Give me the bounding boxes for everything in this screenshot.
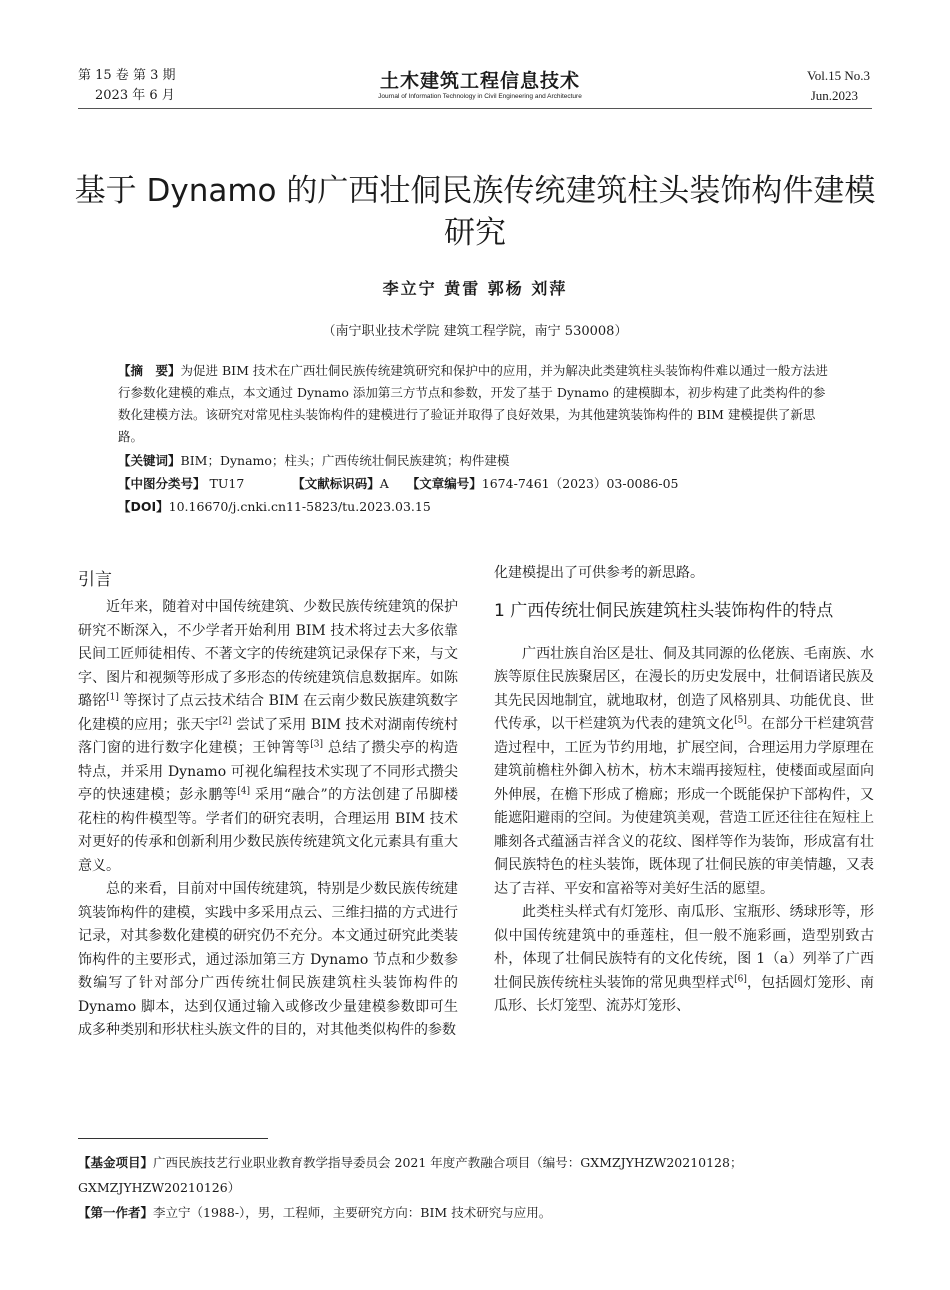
funding-label: 【基金项目】 bbox=[78, 1155, 154, 1170]
article-no-value: 1674-7461（2023）03-0086-05 bbox=[481, 476, 679, 491]
citation-6[interactable]: [6] bbox=[734, 973, 747, 984]
intro-continuation: 化建模提出了可供参考的新思路。 bbox=[494, 565, 704, 581]
citation-2[interactable]: [2] bbox=[218, 715, 232, 726]
first-author-text: 李立宁（1988-），男，工程师，主要研究方向：BIM 技术研究与应用。 bbox=[153, 1205, 552, 1220]
date-en: Jun.2023 bbox=[810, 88, 858, 103]
doc-code-value: A bbox=[379, 476, 389, 491]
section-1-paragraph-1: 广西壮族自治区是壮、侗及其同源的仫佬族、毛南族、水族等原住民族聚居区，在漫长的历史发展中，壮侗语诸民族及其先民因地制宜，就地取材，创造了风格别具、功能优良、世代传承，以干栏建筑为代表的建筑文化[5]。在部分干栏建筑营造过程中，工匠为节约用地，扩展空间，合理运用力学原理在建筑前檐柱外御入枋木，枋木末端再接短柱，使楼面或屋面向外伸展，在檐下形成了檐廊；形成一个既能保护下部构件，又能遮阳避雨的空间。为使建筑美观，营造工匠还往往在短柱上雕刻各式蕴涵吉祥含义的花纹、图样等作为装饰，形成富有壮侗民族特色的柱头装饰，既体现了壮侗民族的审美情趣，又表达了吉祥、平安和富裕等对美好生活的愿望。 bbox=[494, 645, 874, 897]
first-author-note bbox=[78, 1200, 878, 1225]
keywords-line bbox=[118, 450, 834, 472]
clc-label: 【中图分类号】 bbox=[118, 476, 206, 491]
citation-1[interactable]: [1] bbox=[106, 692, 119, 703]
citation-3[interactable]: [3] bbox=[310, 739, 323, 750]
abstract-block bbox=[118, 360, 834, 448]
right-column bbox=[494, 562, 874, 1019]
keywords-text: BIM；Dynamo；柱头；广西传统壮侗民族建筑；构件建模 bbox=[180, 453, 510, 468]
citation-4[interactable]: [4] bbox=[237, 786, 251, 797]
header-volume-cn bbox=[78, 66, 175, 106]
intro-paragraph-1: 近年来，随着对中国传统建筑、少数民族传统建筑的保护研究不断深入，不少学者开始利用 BIM 技术将过去大多依靠民间工匠师徒相传、不著文字的传统建筑记录保存下来，与文字、图片和视频等形成了多形态的传统建筑信息数据库。如陈璐铭[1] 等探讨了点云技术结合 BIM 在云南少数民族建筑数字化建模的应用；张天宇[2] 尝试了采用 BIM 技术对湖南传统村落门窗的进行数字化建模；王钟箐等[3] 总结了攒尖亭的构造特点，并采用 Dynamo 可视化编程技术实现了不同形式攒尖亭的快速建模；彭永鹏等[4] 采用“融合”的方法创建了吊脚楼花柱的构件模型等。学者们的研究表明，合理运用 BIM 技术对更好的传承和创新利用少数民族传统建筑文化元素具有重大意义。 bbox=[78, 599, 459, 874]
classification-line bbox=[118, 473, 834, 495]
header-divider bbox=[78, 108, 872, 109]
keywords-label: 【关键词】 bbox=[118, 453, 181, 468]
abstract-text: 为促进 BIM 技术在广西壮侗民族传统建筑研究和保护中的应用，并为解决此类建筑柱头装饰构件难以通过一般方法进行参数化建模的难点，本文通过 Dynamo 添加第三方节点和参数，开发了基于 Dynamo 的建模脚本，初步构建了此类构件的参数化建模方法。该研究对常见柱头装饰构件的建模进行了验证并取得了良好效果，为其他建筑装饰构件的 BIM 建模提供了新思路。 bbox=[118, 363, 828, 444]
doc-code-label: 【文献标识码】 bbox=[292, 476, 380, 491]
footnotes bbox=[78, 1150, 878, 1225]
volume-issue-cn: 第 15 卷 第 3 期 bbox=[78, 68, 176, 83]
journal-masthead bbox=[330, 70, 630, 101]
header-volume-en bbox=[807, 66, 870, 106]
paper-title: 基于 Dynamo 的广西壮侗民族传统建筑柱头装饰构件建模研究 bbox=[74, 173, 876, 251]
affiliation: （南宁职业技术学院 建筑工程学院，南宁 530008） bbox=[322, 324, 628, 339]
section-1-heading: 1 广西传统壮侗民族建筑柱头装饰构件的特点 bbox=[494, 600, 834, 621]
journal-title-en: Journal of Information Technology in Civil Engineering and Architecture bbox=[378, 93, 582, 100]
funding-text: 广西民族技艺行业职业教育教学指导委员会 2021 年度产教融合项目（编号：GXMZJYHZW20210128；GXMZJYHZW20210126） bbox=[78, 1155, 743, 1195]
citation-5[interactable]: [5] bbox=[734, 715, 747, 726]
doi-label: 【DOI】 bbox=[118, 499, 169, 514]
section-1-paragraph-2: 此类柱头样式有灯笼形、南瓜形、宝瓶形、绣球形等，形似中国传统建筑中的垂莲柱，但一般不施彩画，造型别致古朴，体现了壮侗民族特有的文化传统，图 1（a）列举了广西壮侗民族传统柱头装饰的常见典型样式[6]，包括圆灯笼形、南瓜形、长灯笼型、流苏灯笼形、 bbox=[494, 904, 874, 1014]
first-author-label: 【第一作者】 bbox=[78, 1205, 154, 1220]
intro-heading: 引言 bbox=[78, 570, 112, 590]
doi-value: 10.16670/j.cnki.cn11-5823/tu.2023.03.15 bbox=[168, 499, 431, 514]
left-column bbox=[78, 562, 458, 1043]
article-no-label: 【文章编号】 bbox=[406, 476, 482, 491]
author-list: 李立宁 黄雷 郭杨 刘萍 bbox=[382, 279, 568, 298]
funding-note bbox=[78, 1150, 878, 1200]
footnote-divider bbox=[78, 1138, 268, 1139]
volume-issue-en: Vol.15 No.3 bbox=[807, 68, 870, 83]
abstract-label: 【摘 要】 bbox=[118, 363, 181, 378]
date-cn: 2023 年 6 月 bbox=[95, 88, 175, 103]
intro-paragraph-2: 总的来看，目前对中国传统建筑，特别是少数民族传统建筑装饰构件的建模，实践中多采用点云、三维扫描的方式进行记录，对其参数化建模的研究仍不充分。本文通过研究此类装饰构件的主要形式，通过添加第三方 Dynamo 节点和少数参数编写了针对部分广西传统壮侗民族建筑柱头装饰构件的 Dynamo 脚本，达到仅通过输入或修改少量建模参数即可生成多种类别和形状柱头族文件的目的，对其他类似构件的参数 bbox=[78, 881, 458, 1038]
clc-value: TU17 bbox=[209, 476, 245, 491]
journal-title-cn: 土木建筑工程信息技术 bbox=[379, 70, 580, 92]
doi-line bbox=[118, 496, 834, 518]
